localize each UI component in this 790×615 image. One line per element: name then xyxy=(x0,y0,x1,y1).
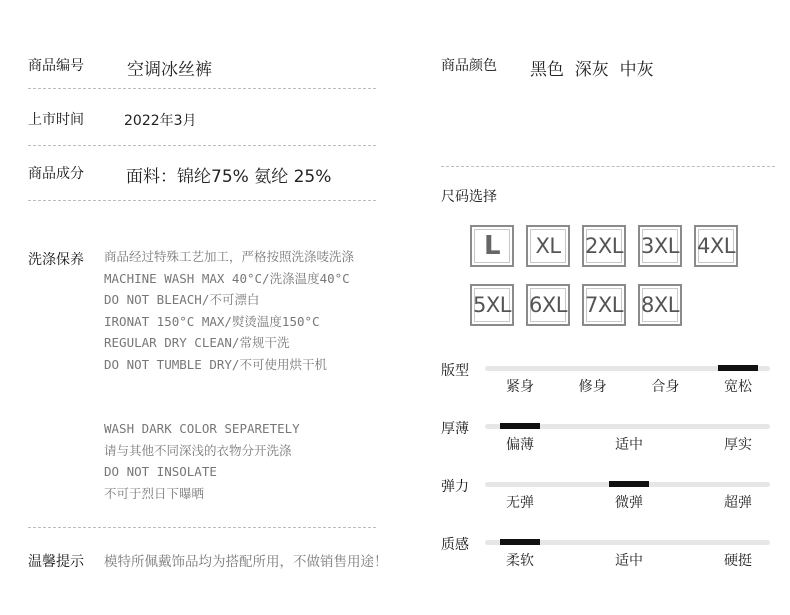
attribute-selected-marker xyxy=(718,365,758,371)
size-option-l[interactable] xyxy=(470,225,514,267)
size-label: 尺码选择 xyxy=(441,189,497,205)
attribute-option: 宽松 xyxy=(724,379,752,395)
product-code-label: 商品编号 xyxy=(28,58,84,74)
size-option-label: 7XL xyxy=(585,293,623,317)
attribute-label: 质感 xyxy=(441,537,469,553)
attribute-selected-marker xyxy=(609,481,649,487)
care-line: MACHINE WASH MAX 40°C/洗涤温度40°C xyxy=(104,270,350,286)
size-option-3xl[interactable] xyxy=(638,225,682,267)
divider xyxy=(28,88,376,89)
colors-label: 商品颜色 xyxy=(441,58,497,74)
size-option-label: 6XL xyxy=(529,293,567,317)
size-option-6xl[interactable] xyxy=(526,284,570,326)
attribute-label: 版型 xyxy=(441,363,469,379)
care-line: WASH DARK COLOR SEPARETELY xyxy=(104,421,300,436)
attribute-option: 无弹 xyxy=(506,495,534,511)
launch-date-value: 2022年3月 xyxy=(124,113,197,129)
care-line: DO NOT BLEACH/不可漂白 xyxy=(104,292,260,307)
attribute-option: 微弹 xyxy=(615,495,643,511)
size-option-xl[interactable] xyxy=(526,225,570,267)
size-option-label: XL xyxy=(535,234,561,258)
launch-date-label: 上市时间 xyxy=(28,112,84,128)
attribute-option: 修身 xyxy=(578,379,607,395)
composition-label: 商品成分 xyxy=(28,166,84,182)
attribute-option: 偏薄 xyxy=(506,437,534,453)
attribute-selected-marker xyxy=(500,423,540,429)
attribute-option: 厚实 xyxy=(724,437,752,453)
attribute-option: 柔软 xyxy=(506,553,534,569)
size-option-2xl[interactable] xyxy=(582,225,626,267)
divider xyxy=(28,145,376,146)
care-line: DO NOT TUMBLE DRY/不可使用烘干机 xyxy=(104,356,327,372)
attribute-label: 弹力 xyxy=(441,479,469,495)
size-option-7xl[interactable] xyxy=(582,284,626,326)
attribute-option: 适中 xyxy=(615,553,643,569)
size-option-5xl[interactable] xyxy=(470,284,514,326)
size-option-label: 8XL xyxy=(641,293,679,317)
care-line: DO NOT INSOLATE xyxy=(104,464,217,479)
care-line: REGULAR DRY CLEAN/常规干洗 xyxy=(104,335,290,350)
composition-value: 面料：锦纶75% 氨纶 25% xyxy=(126,167,332,187)
divider xyxy=(441,166,775,167)
attribute-option: 硬挺 xyxy=(724,553,752,569)
care-instructions xyxy=(104,246,354,375)
size-option-4xl[interactable] xyxy=(694,225,738,267)
attribute-option: 合身 xyxy=(651,379,680,395)
attribute-option: 超弹 xyxy=(724,495,752,511)
divider xyxy=(28,527,376,528)
size-option-label: 2XL xyxy=(585,234,623,258)
care-line: 商品经过特殊工艺加工，严格按照洗涤唛洗涤 xyxy=(104,249,355,264)
size-option-label: L xyxy=(483,231,501,261)
notice-text: 模特所佩戴饰品均为搭配所用，不做销售用途！ xyxy=(104,554,388,570)
attribute-label: 厚薄 xyxy=(441,421,469,437)
divider xyxy=(28,200,376,201)
notice-label: 温馨提示 xyxy=(28,554,84,570)
care-instructions-extra xyxy=(104,418,300,504)
care-line: 请与其他不同深浅的衣物分开洗涤 xyxy=(104,442,292,458)
care-line: 不可于烈日下曝晒 xyxy=(104,485,205,501)
colors-value: 黑色 深灰 中灰 xyxy=(530,60,654,80)
attribute-selected-marker xyxy=(500,539,540,545)
attribute-option: 紧身 xyxy=(506,379,534,395)
care-label: 洗涤保养 xyxy=(28,252,84,268)
size-option-label: 4XL xyxy=(697,234,735,258)
size-option-label: 5XL xyxy=(473,293,511,317)
attribute-option: 适中 xyxy=(615,437,643,453)
care-line: IRONAT 150°C MAX/熨烫温度150°C xyxy=(104,313,320,329)
size-option-label: 3XL xyxy=(641,234,679,258)
size-option-8xl[interactable] xyxy=(638,284,682,326)
product-code-value: 空调冰丝裤 xyxy=(127,60,212,80)
